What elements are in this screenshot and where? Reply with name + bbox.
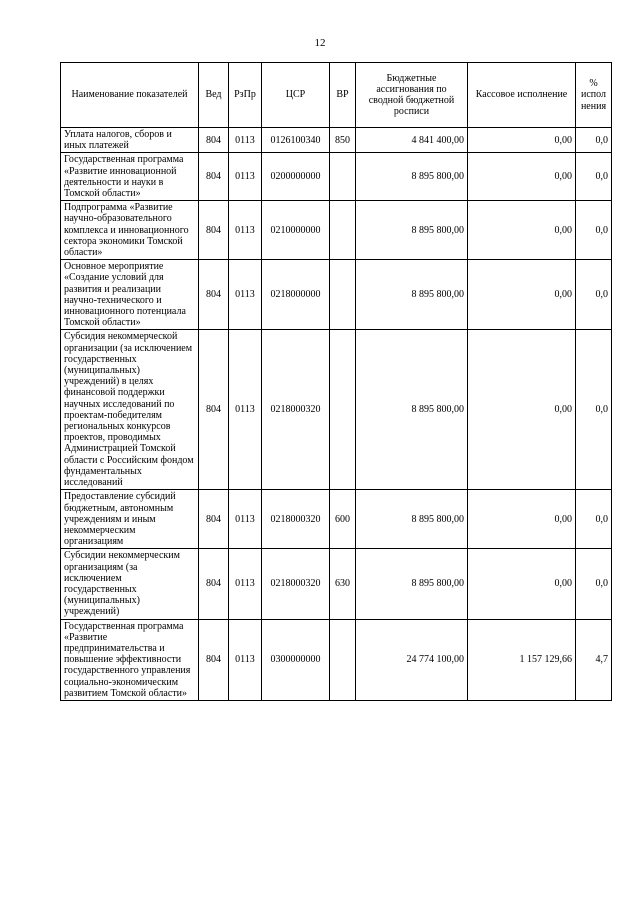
row-csr: 0218000320 (262, 330, 330, 490)
table-row (61, 619, 612, 700)
header-rzpr: РзПр (229, 63, 262, 128)
row-name: Государственная программа «Развитие инновационной деятельности и науки в Томской области» (61, 153, 199, 201)
row-rzpr: 0113 (229, 201, 262, 260)
row-cash: 0,00 (468, 330, 576, 490)
row-vr: 630 (330, 549, 356, 619)
row-cash: 0,00 (468, 549, 576, 619)
row-ved: 804 (199, 153, 229, 201)
row-vr: 600 (330, 490, 356, 549)
row-rzpr: 0113 (229, 619, 262, 700)
row-vr (330, 260, 356, 330)
row-csr: 0210000000 (262, 201, 330, 260)
row-budget: 8 895 800,00 (356, 201, 468, 260)
row-name: Государственная программа «Развитие предпринимательства и повышение эффективности государственного управления социально-экономическим развитием Томской области» (61, 619, 199, 700)
row-ved: 804 (199, 619, 229, 700)
header-budget-allocations: Бюджетные ассигнования по сводной бюджетной росписи (356, 63, 468, 128)
row-csr: 0218000000 (262, 260, 330, 330)
table-row (61, 490, 612, 549)
row-csr: 0300000000 (262, 619, 330, 700)
row-cash: 0,00 (468, 201, 576, 260)
row-cash: 0,00 (468, 490, 576, 549)
row-percent: 0,0 (576, 153, 612, 201)
row-name: Основное мероприятие «Создание условий для развития и реализации научно-технического и инновационного потенциала Томской области» (61, 260, 199, 330)
row-percent: 4,7 (576, 619, 612, 700)
header-execution-percent: % испол нения (576, 63, 612, 128)
row-percent: 0,0 (576, 260, 612, 330)
row-cash: 0,00 (468, 153, 576, 201)
row-csr: 0126100340 (262, 128, 330, 153)
row-vr: 850 (330, 128, 356, 153)
row-csr: 0200000000 (262, 153, 330, 201)
budget-execution-table (60, 62, 612, 701)
row-budget: 4 841 400,00 (356, 128, 468, 153)
table-row (61, 201, 612, 260)
row-ved: 804 (199, 128, 229, 153)
row-cash: 0,00 (468, 128, 576, 153)
table-row (61, 128, 612, 153)
table-row (61, 330, 612, 490)
row-rzpr: 0113 (229, 260, 262, 330)
header-cash-execution: Кассовое исполнение (468, 63, 576, 128)
row-budget: 8 895 800,00 (356, 549, 468, 619)
row-rzpr: 0113 (229, 153, 262, 201)
header-ved: Вед (199, 63, 229, 128)
row-percent: 0,0 (576, 549, 612, 619)
table-row (61, 260, 612, 330)
table-row (61, 153, 612, 201)
row-name: Подпрограмма «Развитие научно-образовательного комплекса и инновационного сектора экономики Томской области» (61, 201, 199, 260)
table-row (61, 549, 612, 619)
row-vr (330, 153, 356, 201)
table-header-row (61, 63, 612, 128)
row-rzpr: 0113 (229, 549, 262, 619)
header-indicator-name: Наименование показателей (61, 63, 199, 128)
row-percent: 0,0 (576, 128, 612, 153)
row-percent: 0,0 (576, 490, 612, 549)
row-percent: 0,0 (576, 330, 612, 490)
header-csr: ЦСР (262, 63, 330, 128)
row-ved: 804 (199, 490, 229, 549)
row-vr (330, 330, 356, 490)
header-vr: ВР (330, 63, 356, 128)
row-rzpr: 0113 (229, 490, 262, 549)
row-ved: 804 (199, 549, 229, 619)
row-ved: 804 (199, 330, 229, 490)
row-name: Предоставление субсидий бюджетным, автономным учреждениям и иным некоммерческим организациям (61, 490, 199, 549)
row-name: Субсидии некоммерческим организациям (за исключением государственных (муниципальных) учреждений) (61, 549, 199, 619)
row-csr: 0218000320 (262, 490, 330, 549)
row-name: Уплата налогов, сборов и иных платежей (61, 128, 199, 153)
row-budget: 8 895 800,00 (356, 490, 468, 549)
row-cash: 1 157 129,66 (468, 619, 576, 700)
row-name: Субсидия некоммерческой организации (за исключением государственных (муниципальных) учреждений) в целях финансовой поддержки научных исследований по проектам-победителям региональных конкурсов проектов, проводимых Администрацией Томской области с Российским фондом фундаментальных исследований (61, 330, 199, 490)
row-budget: 8 895 800,00 (356, 153, 468, 201)
row-vr (330, 619, 356, 700)
row-budget: 24 774 100,00 (356, 619, 468, 700)
row-cash: 0,00 (468, 260, 576, 330)
row-rzpr: 0113 (229, 330, 262, 490)
page-number: 12 (314, 37, 326, 49)
row-ved: 804 (199, 260, 229, 330)
row-budget: 8 895 800,00 (356, 260, 468, 330)
row-budget: 8 895 800,00 (356, 330, 468, 490)
row-vr (330, 201, 356, 260)
row-percent: 0,0 (576, 201, 612, 260)
row-rzpr: 0113 (229, 128, 262, 153)
row-csr: 0218000320 (262, 549, 330, 619)
row-ved: 804 (199, 201, 229, 260)
